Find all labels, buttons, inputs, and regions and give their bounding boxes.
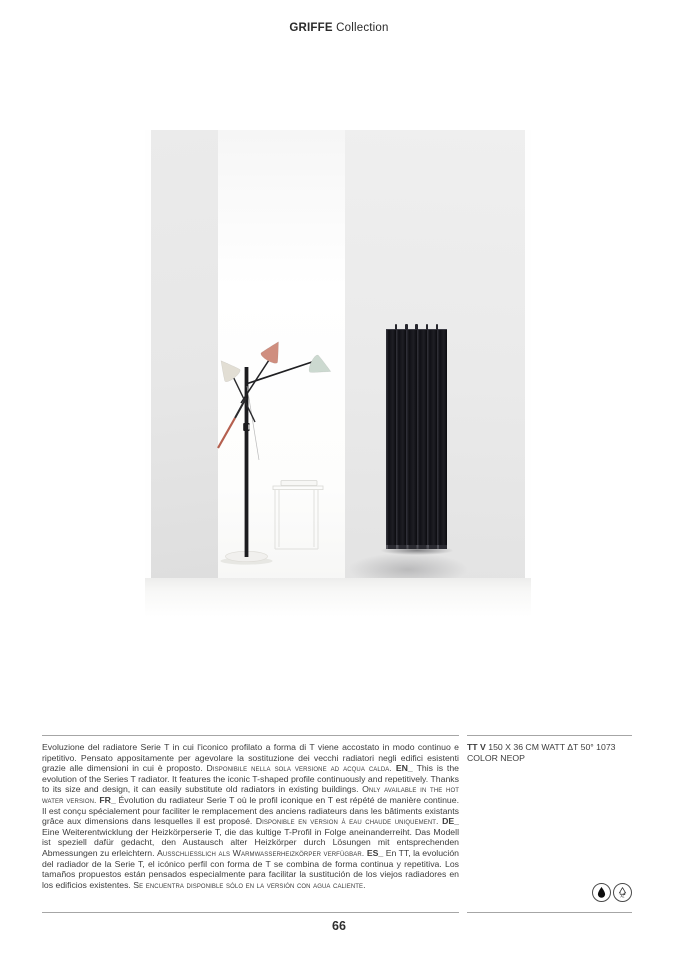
divider xyxy=(467,735,632,736)
model-code: TT V xyxy=(467,742,486,752)
page-number: 66 xyxy=(332,919,346,933)
lamp-cable xyxy=(247,386,259,460)
divider xyxy=(42,912,459,913)
lamp-arm-red xyxy=(218,418,235,448)
radiator-pin xyxy=(436,324,439,330)
radiator-pin xyxy=(426,324,429,330)
floor xyxy=(145,578,531,617)
water-drop-icon xyxy=(595,886,608,899)
left-wall-panel xyxy=(151,130,218,578)
spec-line-color: COLOR NEOP xyxy=(467,752,525,763)
product-photo xyxy=(145,130,531,617)
spec-line-dimensions xyxy=(467,742,632,753)
cream-lampshade xyxy=(215,355,242,384)
spec-values: 150 X 36 CM WATT ΔT 50° 1073 xyxy=(485,742,616,752)
radiator-pin xyxy=(415,324,418,330)
product-specs xyxy=(467,742,632,764)
radiator-slat xyxy=(427,330,437,549)
radiator-slat xyxy=(406,330,416,549)
radiator-slat xyxy=(396,330,406,549)
floor-lamp-illustration xyxy=(215,330,345,575)
recycle-material-label: AL xyxy=(620,894,625,899)
aluminium-recycle-icon xyxy=(616,886,629,899)
feature-icons xyxy=(467,883,632,902)
radiator-shadow xyxy=(381,546,453,555)
collection-word: Collection xyxy=(332,22,389,34)
divider xyxy=(42,735,459,736)
collection-brand: GRIFFE xyxy=(289,22,333,34)
divider xyxy=(467,912,632,913)
radiator-pin xyxy=(405,324,408,330)
hot-water-badge xyxy=(592,883,611,902)
radiator-slat xyxy=(417,330,427,549)
lamp-arm-lower-dark xyxy=(235,398,246,418)
radiator-product xyxy=(386,329,447,549)
side-table xyxy=(273,481,323,550)
product-description: Evoluzione del radiatore Serie T in cui l'iconico profilato a forma di T viene accostato in modo continuo e ripetitivo. Pensato appositamente per agevolare la sostituzione dei vecchi radiatori negli edifici esistenti grazie alle dimensioni in cui è proposto. Disponibile nella sola versione ad acqua calda. EN_ This is the evolution of the Series T radiator. It features the iconic T-shaped profile continuously and repetitively. Thanks to its size and design, it can easily substitute old radiators in existing buildings. Only available in the hot water version. FR_ Évolution du radiateur Serie T où le profil iconique en T est répété de manière continue. Il est conçu spécialement pour faciliter le remplacement des anciens radiateurs dans les bâtiments existants grâce aux dimensions dans lesquelles il est proposé. Disponible en version à eau chaude uniquement. DE_ Eine Weiterentwicklung der Heizkörperserie T, die das kultige T-Profil in Folge aneinanderreiht. Das Modell ist speziell dafür gedacht, den Austausch alter Heizkörper durch Lösungen mit entsprechenden Abmessungen zu erleichtern. Ausschliesslich als Warmwasserheizkörper verfügbar. ES_ En TT, la evolución del radiador de la Serie T, el icónico perfil con forma de T se combina de forma continua y repetitiva. Los tamaños propuestos están pensados especialmente para facilitar la sustitución de los viejos radiadores en los edificios existentes. Se encuentra disponible sólo en la versión con agua caliente. xyxy=(42,742,460,890)
mint-lampshade xyxy=(307,354,335,380)
aluminium-recyclable-badge xyxy=(613,883,632,902)
page-title xyxy=(0,22,678,34)
pink-lampshade xyxy=(259,337,286,365)
radiator-slat xyxy=(437,330,447,549)
radiator-slat xyxy=(386,330,396,549)
lamp-knob-highlight xyxy=(248,425,250,430)
